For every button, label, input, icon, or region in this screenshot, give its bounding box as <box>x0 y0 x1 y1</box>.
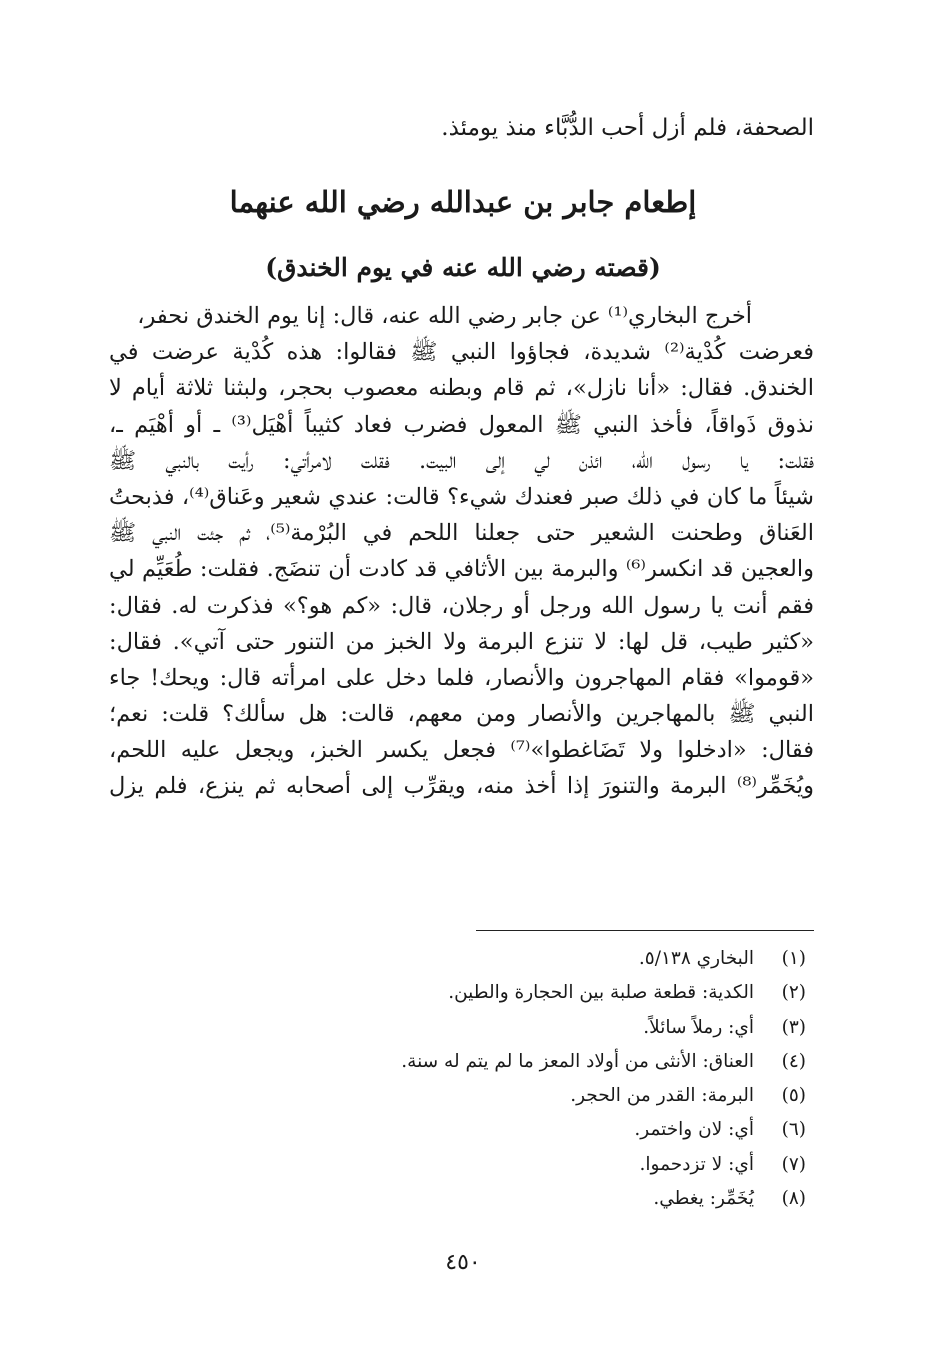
footnote-text: أي: لان واختمر. <box>634 1119 754 1141</box>
footnote-number: (١) <box>781 948 806 969</box>
intro-line: الصحفة، فلم أزل أحب الدُّبَّاء منذ يومئذ. <box>441 115 814 141</box>
body-line: «كثير طيب، قل لها: لا تنزع البرمة ولا الخبز من التنور حتى آتي». فقال: <box>109 628 814 655</box>
footnote <box>186 1182 806 1216</box>
footnote-separator <box>476 930 814 931</box>
body-line: شيئاً ما كان في ذلك صبر فعندك شيء؟ قالت: عندي شعير وعَناق⁽⁴⁾، فذبحتُ <box>109 483 814 510</box>
footnote-text: يُخَمِّر: يغطي. <box>653 1188 754 1210</box>
footnote-text: الكدية: قطعة صلبة بين الحجارة والطين. <box>448 982 754 1004</box>
body-line: فقم أنت يا رسول الله ورجل أو رجلان، قال: «كم هو؟» فذكرت له. فقال: <box>109 592 814 619</box>
body-line: الخندق. فقال: «أنا نازل»، ثم قام وبطنه معصوب بحجر، ولبثنا ثلاثة أيام لا <box>109 375 814 402</box>
body-line: النبي ﷺ بالمهاجرين والأنصار ومن معهم، قالت: هل سألك؟ قلت: نعم؛ <box>109 701 814 728</box>
footnote-number: (٤) <box>781 1050 806 1072</box>
footnote-number: (٨) <box>781 1188 806 1210</box>
footnote-number: (٢) <box>781 982 806 1004</box>
page-number: ٤٥٠ <box>445 1250 481 1275</box>
footnotes <box>186 942 806 1216</box>
footnote <box>186 1113 806 1147</box>
footnote <box>186 1148 806 1182</box>
footnote-text: أي: لا تزدحموا. <box>639 1153 754 1175</box>
body-line: العَناق وطحنت الشعير حتى جعلنا اللحم في البُرْمة⁽⁵⁾، ثم جئت النبي ﷺ <box>109 520 814 547</box>
footnote-number: (٧) <box>781 1153 806 1175</box>
footnote <box>186 942 806 976</box>
body-text <box>109 298 814 805</box>
section-subtitle: (قصته رضي الله عنه في يوم الخندق) <box>265 253 661 282</box>
body-line: أخرج البخاري⁽¹⁾ عن جابر رضي الله عنه، قال: إنا يوم الخندق نحفر، <box>137 303 752 329</box>
body-line: فقال: «ادخلوا ولا تَضَاغطوا»⁽⁷⁾ فجعل يكسر الخبز، ويجعل عليه اللحم، <box>109 737 814 764</box>
body-line: فعرضت كُدْية⁽²⁾ شديدة، فجاؤوا النبي ﷺ فقالوا: هذه كُدْية عرضت في <box>109 339 814 366</box>
footnote-text: البخاري ٥/١٣٨. <box>638 948 754 969</box>
footnote-number: (٣) <box>781 1016 806 1038</box>
footnote <box>186 1011 806 1045</box>
body-line: والعجين قد انكسر⁽⁶⁾ والبرمة بين الأثافي قد كادت أن تنضَج. فقلت: طُعَيِّم لي <box>109 556 814 583</box>
body-line: فقلت: يا رسول الله، ائذن لي إلى البيت. فقلت لامرأتي: رأيت بالنبي ﷺ <box>109 447 814 474</box>
footnote-text: العناق: الأنثى من أولاد المعز ما لم يتم له سنة. <box>401 1050 754 1072</box>
body-line: نذوق ذَواقاً، فأخذ النبي ﷺ المعول فضرب فعاد كثيباً أهْيَل⁽³⁾ ـ أو أهْيَم ـ، <box>109 411 814 438</box>
section-title: إطعام جابر بن عبدالله رضي الله عنهما <box>229 185 697 219</box>
body-line: «قوموا» فقام المهاجرون والأنصار، فلما دخل على امرأته قال: ويحك! جاء <box>109 664 814 691</box>
body-line: ويُخَمِّر⁽⁸⁾ البرمة والتنورَ إذا أخذ منه، ويقرِّب إلى أصحابه ثم ينزع، فلم يزل <box>109 773 814 800</box>
footnote-text: البرمة: القدر من الحجر. <box>570 1085 754 1107</box>
footnote-number: (٥) <box>781 1085 806 1107</box>
footnote <box>186 1045 806 1079</box>
footnote-text: أي: رملاً سائلاً. <box>643 1016 754 1038</box>
footnote <box>186 976 806 1010</box>
footnote <box>186 1079 806 1113</box>
footnote-number: (٦) <box>781 1119 806 1141</box>
